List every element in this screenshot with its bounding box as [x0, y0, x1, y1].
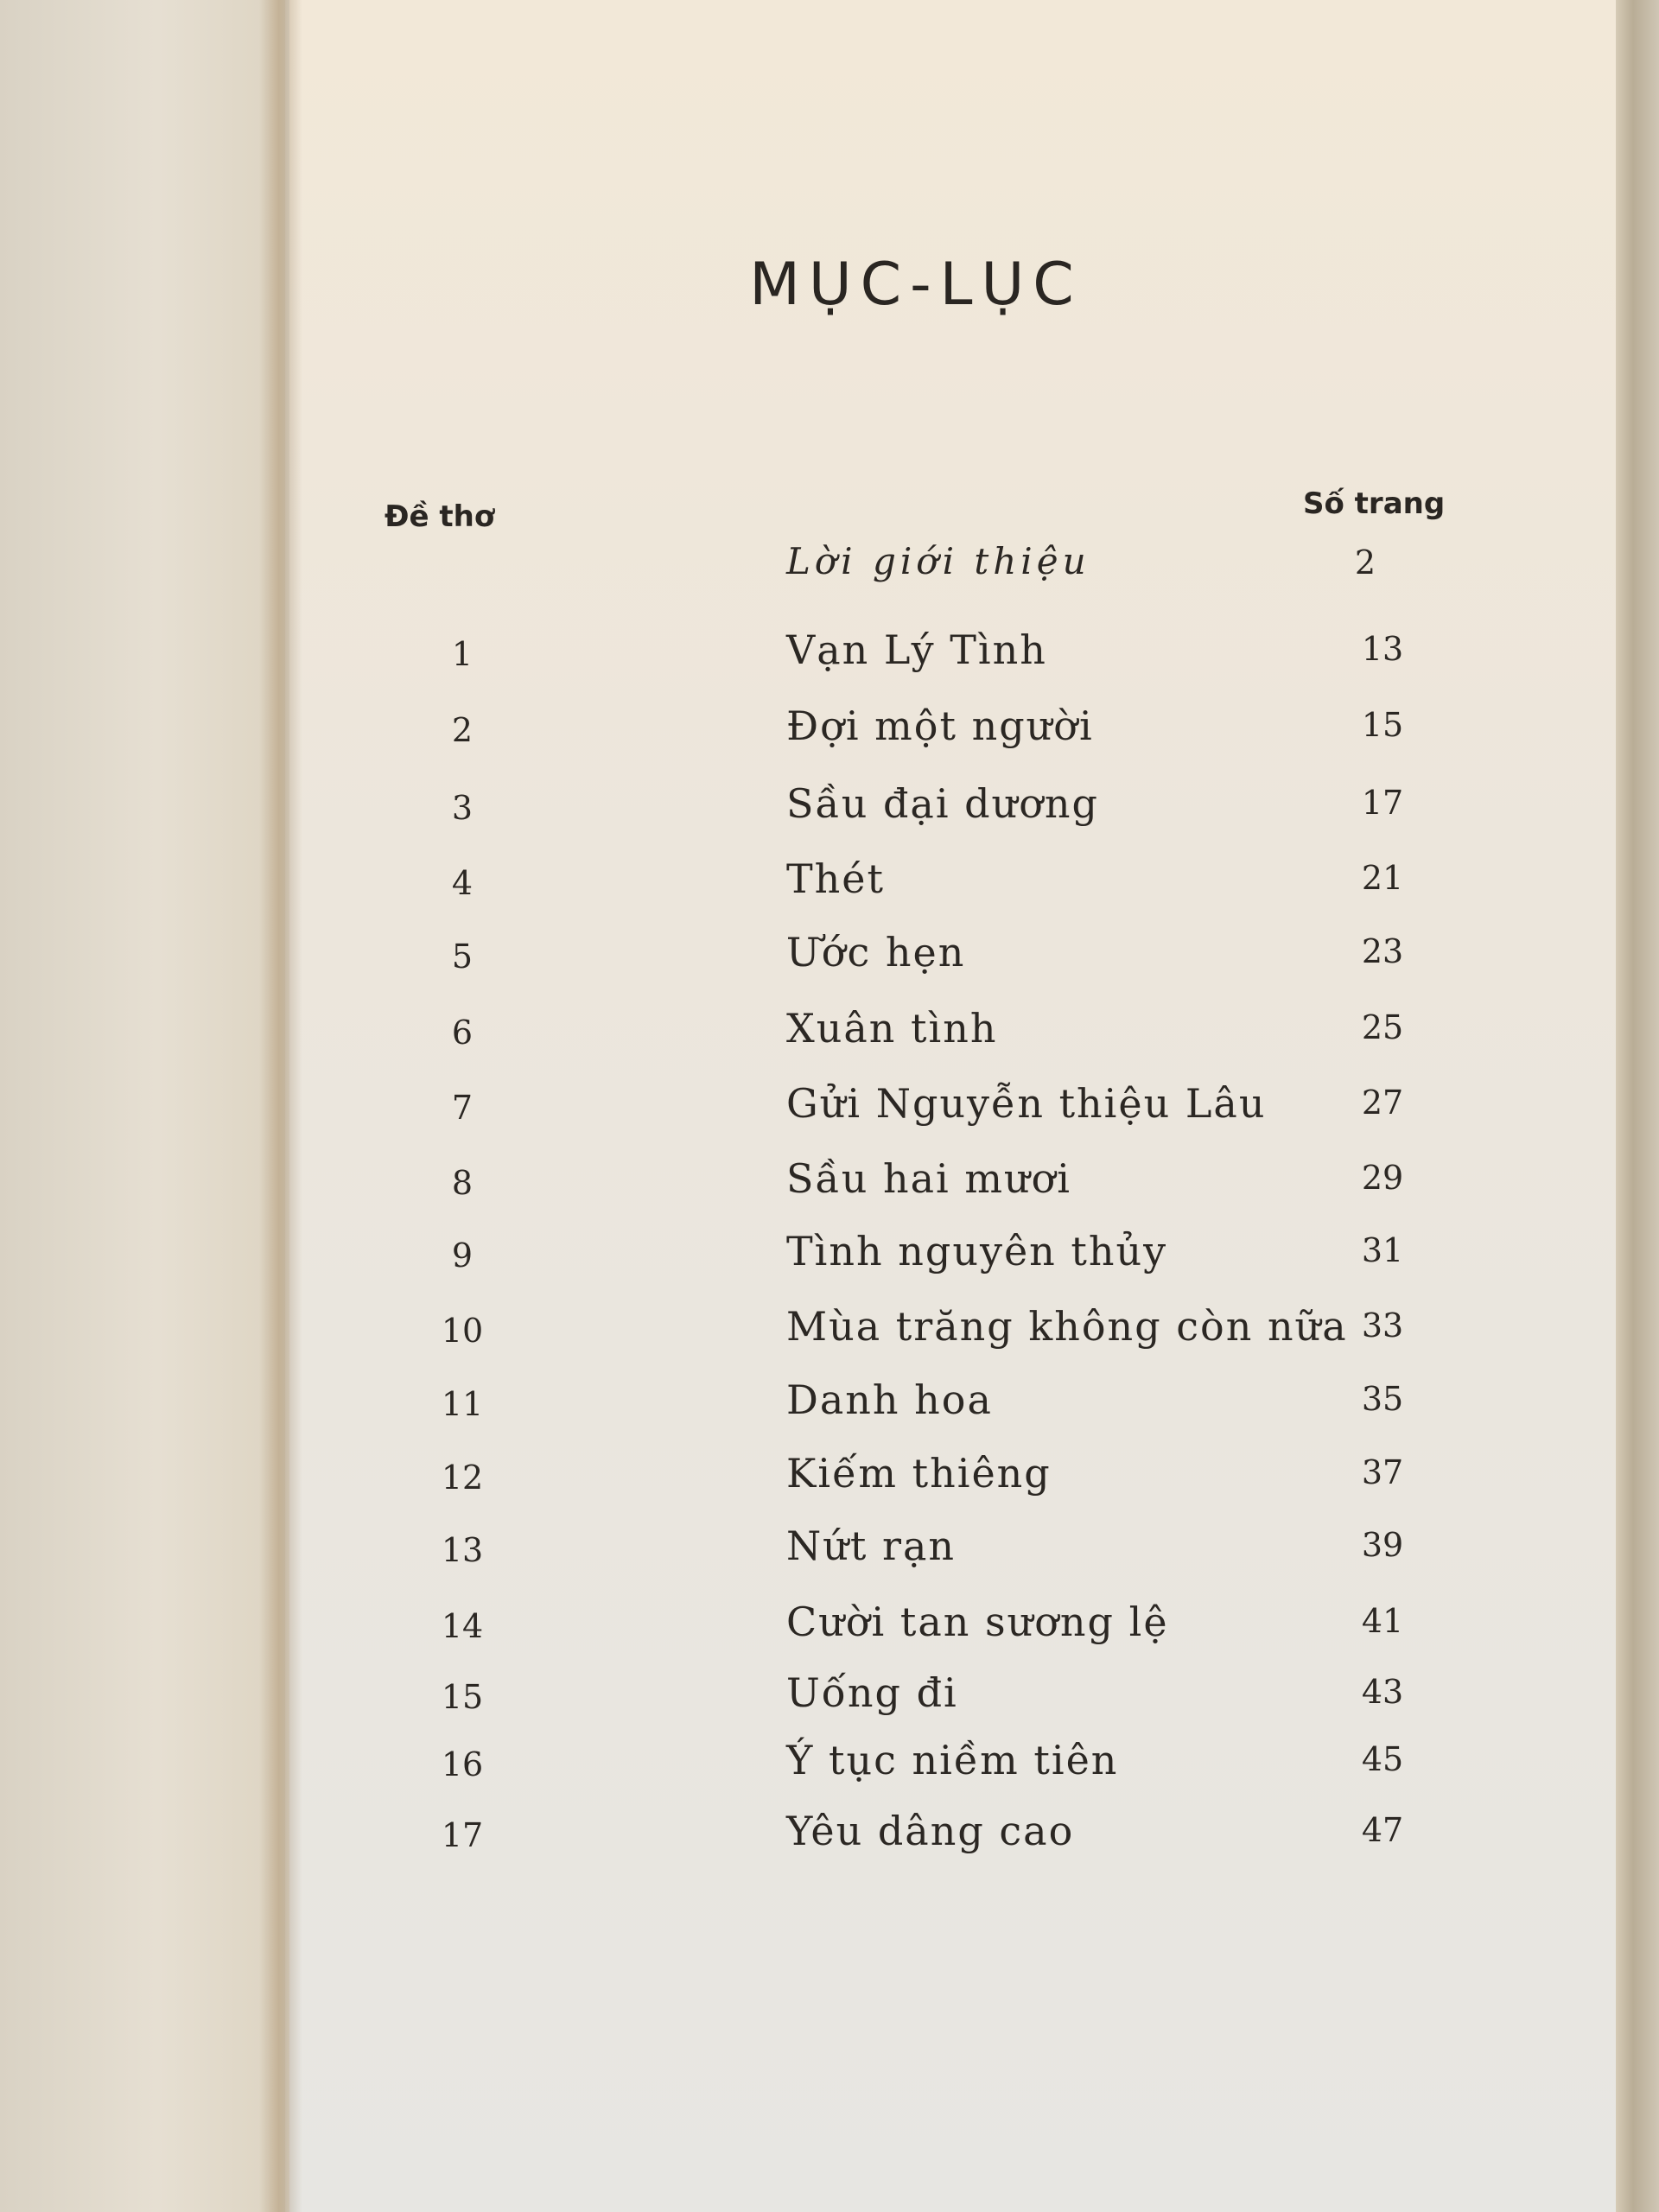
toc-page: 23: [1361, 932, 1404, 970]
toc-number: 11: [441, 1385, 484, 1423]
toc-page: 13: [1361, 630, 1404, 668]
toc-number: 15: [441, 1678, 484, 1716]
column-header-page: Số trang: [1303, 486, 1446, 521]
toc-title: Xuân tình: [786, 1005, 998, 1052]
toc-number: 9: [451, 1236, 474, 1274]
toc-title: Mùa trăng không còn nữa: [786, 1303, 1348, 1350]
toc-number: 7: [451, 1089, 474, 1127]
toc-title: Ước hẹn: [786, 929, 966, 976]
toc-title: Sầu hai mươi: [786, 1155, 1071, 1202]
toc-row: [0, 1737, 1659, 1797]
toc-number: 1: [451, 635, 474, 673]
toc-row: [0, 1669, 1659, 1730]
toc-title: Thét: [786, 855, 886, 902]
toc-page: 45: [1361, 1740, 1404, 1778]
toc-number: 13: [441, 1531, 484, 1569]
toc-page: 25: [1361, 1008, 1404, 1046]
toc-page: 27: [1361, 1084, 1404, 1122]
toc-row: [0, 855, 1659, 916]
toc-row: [0, 702, 1659, 763]
toc-page: 33: [1361, 1306, 1404, 1344]
toc-page: 31: [1361, 1231, 1404, 1269]
toc-row: [0, 1376, 1659, 1437]
toc-page: 21: [1361, 859, 1404, 897]
toc-title: Vạn Lý Tình: [786, 626, 1047, 673]
toc-title: Lời giới thiệu: [786, 540, 1090, 582]
toc-number: 4: [451, 864, 474, 902]
toc-title: Kiếm thiêng: [786, 1450, 1052, 1497]
toc-row: [0, 1808, 1659, 1868]
toc-row: [0, 1080, 1659, 1141]
toc-number: 17: [441, 1816, 484, 1854]
toc-page: 2: [1354, 543, 1376, 582]
toc-number: 8: [451, 1164, 474, 1202]
toc-title: Danh hoa: [786, 1376, 993, 1423]
column-header-poem: Đề thơ: [385, 499, 495, 534]
toc-row: [0, 929, 1659, 989]
toc-number: 12: [441, 1459, 484, 1497]
toc-title: Sầu đại dương: [786, 780, 1099, 827]
toc-row: [0, 1228, 1659, 1288]
toc-row: [0, 1599, 1659, 1659]
toc-row: [0, 1005, 1659, 1065]
toc-row: [0, 1155, 1659, 1216]
toc-title: Yêu dâng cao: [786, 1808, 1075, 1854]
toc-number: 10: [441, 1312, 484, 1350]
page-title: MỤC-LỤC: [749, 251, 1083, 319]
toc-title: Đợi một người: [786, 702, 1094, 749]
toc-page: 17: [1361, 784, 1404, 822]
toc-title: Gửi Nguyễn thiệu Lâu: [786, 1080, 1267, 1127]
toc-row: [0, 780, 1659, 841]
toc-row: [0, 1450, 1659, 1510]
toc-page: 37: [1361, 1453, 1404, 1491]
toc-number: 5: [451, 938, 474, 976]
toc-title: Uống đi: [786, 1669, 958, 1716]
toc-title: Cười tan sương lệ: [786, 1599, 1169, 1645]
toc-row: [0, 626, 1659, 687]
toc-number: 14: [441, 1607, 484, 1645]
toc-title: Nứt rạn: [786, 1522, 957, 1569]
toc-title: Tình nguyên thủy: [786, 1228, 1168, 1274]
toc-row: [0, 1303, 1659, 1363]
toc-page: 43: [1361, 1673, 1404, 1711]
toc-number: 3: [451, 789, 474, 827]
toc-page: 15: [1361, 706, 1404, 744]
toc-number: 2: [451, 711, 474, 749]
toc-row-intro: [0, 540, 1659, 601]
toc-number: 16: [441, 1745, 484, 1783]
toc-page: 47: [1361, 1811, 1404, 1849]
toc-page: 39: [1361, 1526, 1404, 1564]
toc-page: 41: [1361, 1602, 1404, 1640]
toc-title: Ý tục niềm tiên: [786, 1737, 1119, 1783]
toc-row: [0, 1522, 1659, 1583]
toc-page: 29: [1361, 1159, 1404, 1197]
toc-number: 6: [451, 1014, 474, 1052]
toc-page: 35: [1361, 1380, 1404, 1418]
